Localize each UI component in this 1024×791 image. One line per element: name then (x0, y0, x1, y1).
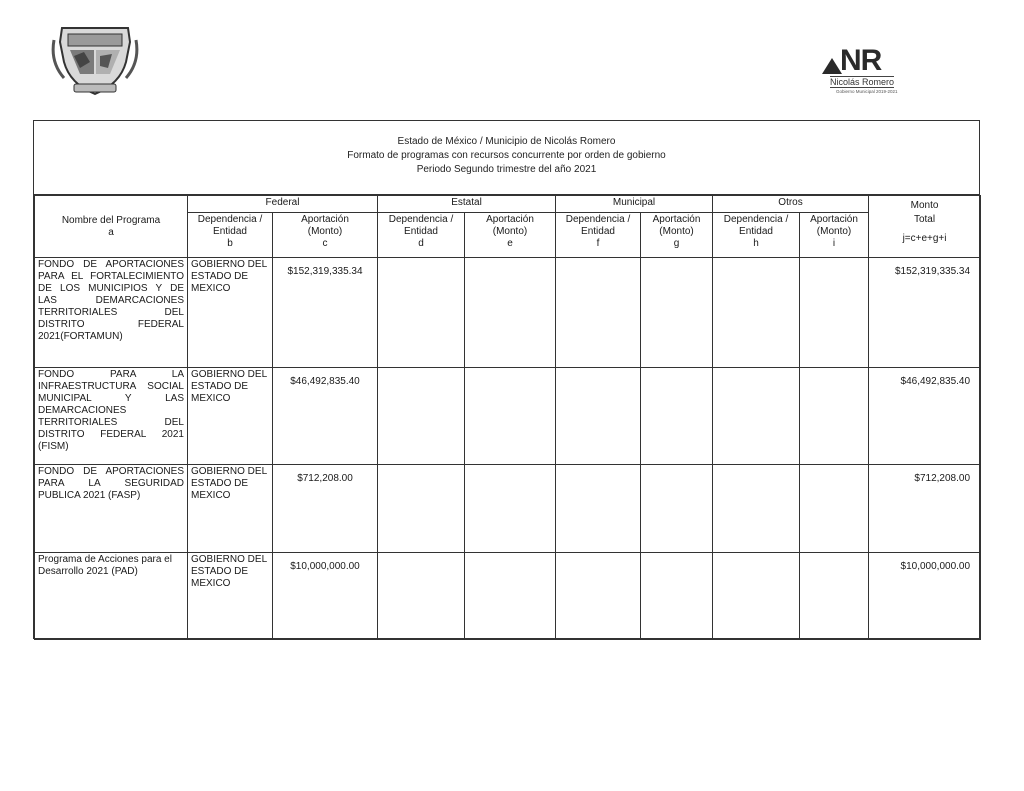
otros-aportacion-cell (800, 368, 869, 465)
header-municipal-dependencia: Dependencia / Entidad f (556, 213, 641, 258)
municipal-aportacion-cell (641, 368, 713, 465)
nr-logo-name: Nicolás Romero (830, 77, 895, 87)
municipal-aportacion-cell (641, 553, 713, 640)
header-estatal-dependencia: Dependencia / Entidad d (378, 213, 465, 258)
municipal-dependencia-cell (556, 368, 641, 465)
otros-aportacion-cell (800, 465, 869, 553)
header-estatal: Estatal (378, 196, 556, 213)
monto-total-cell: $152,319,335.34 (869, 258, 981, 368)
program-table (34, 195, 981, 640)
estado-de-mexico-coat-of-arms-icon (50, 22, 140, 98)
header-otros-aportacion: Aportación (Monto) i (800, 213, 869, 258)
header-program-name: Nombre del Programa a (35, 196, 188, 258)
header-municipal: Municipal (556, 196, 713, 213)
municipal-dependencia-cell (556, 258, 641, 368)
monto-total-cell: $10,000,000.00 (869, 553, 981, 640)
monto-total-cell: $712,208.00 (869, 465, 981, 553)
federal-dependencia-cell: GOBIERNO DEL ESTADO DE MEXICO (188, 368, 273, 465)
table-row (35, 258, 981, 368)
table-heading (34, 121, 979, 195)
estatal-dependencia-cell (378, 258, 465, 368)
estatal-dependencia-cell (378, 368, 465, 465)
estatal-aportacion-cell (465, 465, 556, 553)
header-row-groups (35, 196, 981, 213)
table-row (35, 465, 981, 553)
otros-dependencia-cell (713, 258, 800, 368)
header-otros: Otros (713, 196, 869, 213)
municipal-aportacion-cell (641, 258, 713, 368)
header-monto-total: Monto Total j=c+e+g+i (869, 196, 981, 258)
header-municipal-aportacion: Aportación (Monto) g (641, 213, 713, 258)
otros-aportacion-cell (800, 258, 869, 368)
municipal-dependencia-cell (556, 465, 641, 553)
nr-triangle-mark (822, 58, 842, 74)
estatal-aportacion-cell (465, 258, 556, 368)
federal-dependencia-cell: GOBIERNO DEL ESTADO DE MEXICO (188, 465, 273, 553)
otros-dependencia-cell (713, 368, 800, 465)
program-table-frame (33, 120, 980, 639)
federal-aportacion-cell: $152,319,335.34 (273, 258, 378, 368)
otros-dependencia-cell (713, 465, 800, 553)
nr-logo-subtitle: Gobierno Municipal 2019-2021 (836, 89, 898, 94)
table-row (35, 368, 981, 465)
estatal-aportacion-cell (465, 553, 556, 640)
program-name-cell: FONDO DE APORTACIONES PARA LA SEGURIDAD PUBLICA 2021 (FASP) (35, 465, 188, 553)
program-name-cell: FONDO PARA LA INFRAESTRUCTURA SOCIAL MUNICIPAL Y LAS DEMARCACIONES TERRITORIALES DEL DISTRITO FEDERAL 2021 (FISM) (35, 368, 188, 465)
estatal-aportacion-cell (465, 368, 556, 465)
nicolas-romero-logo-icon (812, 44, 898, 106)
otros-dependencia-cell (713, 553, 800, 640)
header-federal: Federal (188, 196, 378, 213)
header-federal-aportacion: Aportación (Monto) c (273, 213, 378, 258)
heading-line-1: Estado de México / Municipio de Nicolás Romero (397, 136, 616, 147)
municipal-dependencia-cell (556, 553, 641, 640)
table-row (35, 553, 981, 640)
estatal-dependencia-cell (378, 465, 465, 553)
nr-logo-mark: NR (840, 44, 882, 77)
estatal-dependencia-cell (378, 553, 465, 640)
federal-dependencia-cell: GOBIERNO DEL ESTADO DE MEXICO (188, 258, 273, 368)
header-estatal-aportacion: Aportación (Monto) e (465, 213, 556, 258)
program-name-cell: Programa de Acciones para el Desarrollo 2021 (PAD) (35, 553, 188, 640)
municipal-aportacion-cell (641, 465, 713, 553)
otros-aportacion-cell (800, 553, 869, 640)
federal-aportacion-cell: $46,492,835.40 (273, 368, 378, 465)
header-federal-dependencia: Dependencia / Entidad b (188, 213, 273, 258)
federal-aportacion-cell: $10,000,000.00 (273, 553, 378, 640)
header-otros-dependencia: Dependencia / Entidad h (713, 213, 800, 258)
federal-aportacion-cell: $712,208.00 (273, 465, 378, 553)
program-name-cell: FONDO DE APORTACIONES PARA EL FORTALECIMIENTO DE LOS MUNICIPIOS Y DE LAS DEMARCACIONES TERRITORIALES DEL DISTRITO FEDERAL 2021(FORTAMUN) (35, 258, 188, 368)
monto-total-cell: $46,492,835.40 (869, 368, 981, 465)
heading-line-3: Periodo Segundo trimestre del año 2021 (416, 164, 597, 175)
heading-line-2: Formato de programas con recursos concurrente por orden de gobierno (347, 150, 666, 161)
federal-dependencia-cell: GOBIERNO DEL ESTADO DE MEXICO (188, 553, 273, 640)
